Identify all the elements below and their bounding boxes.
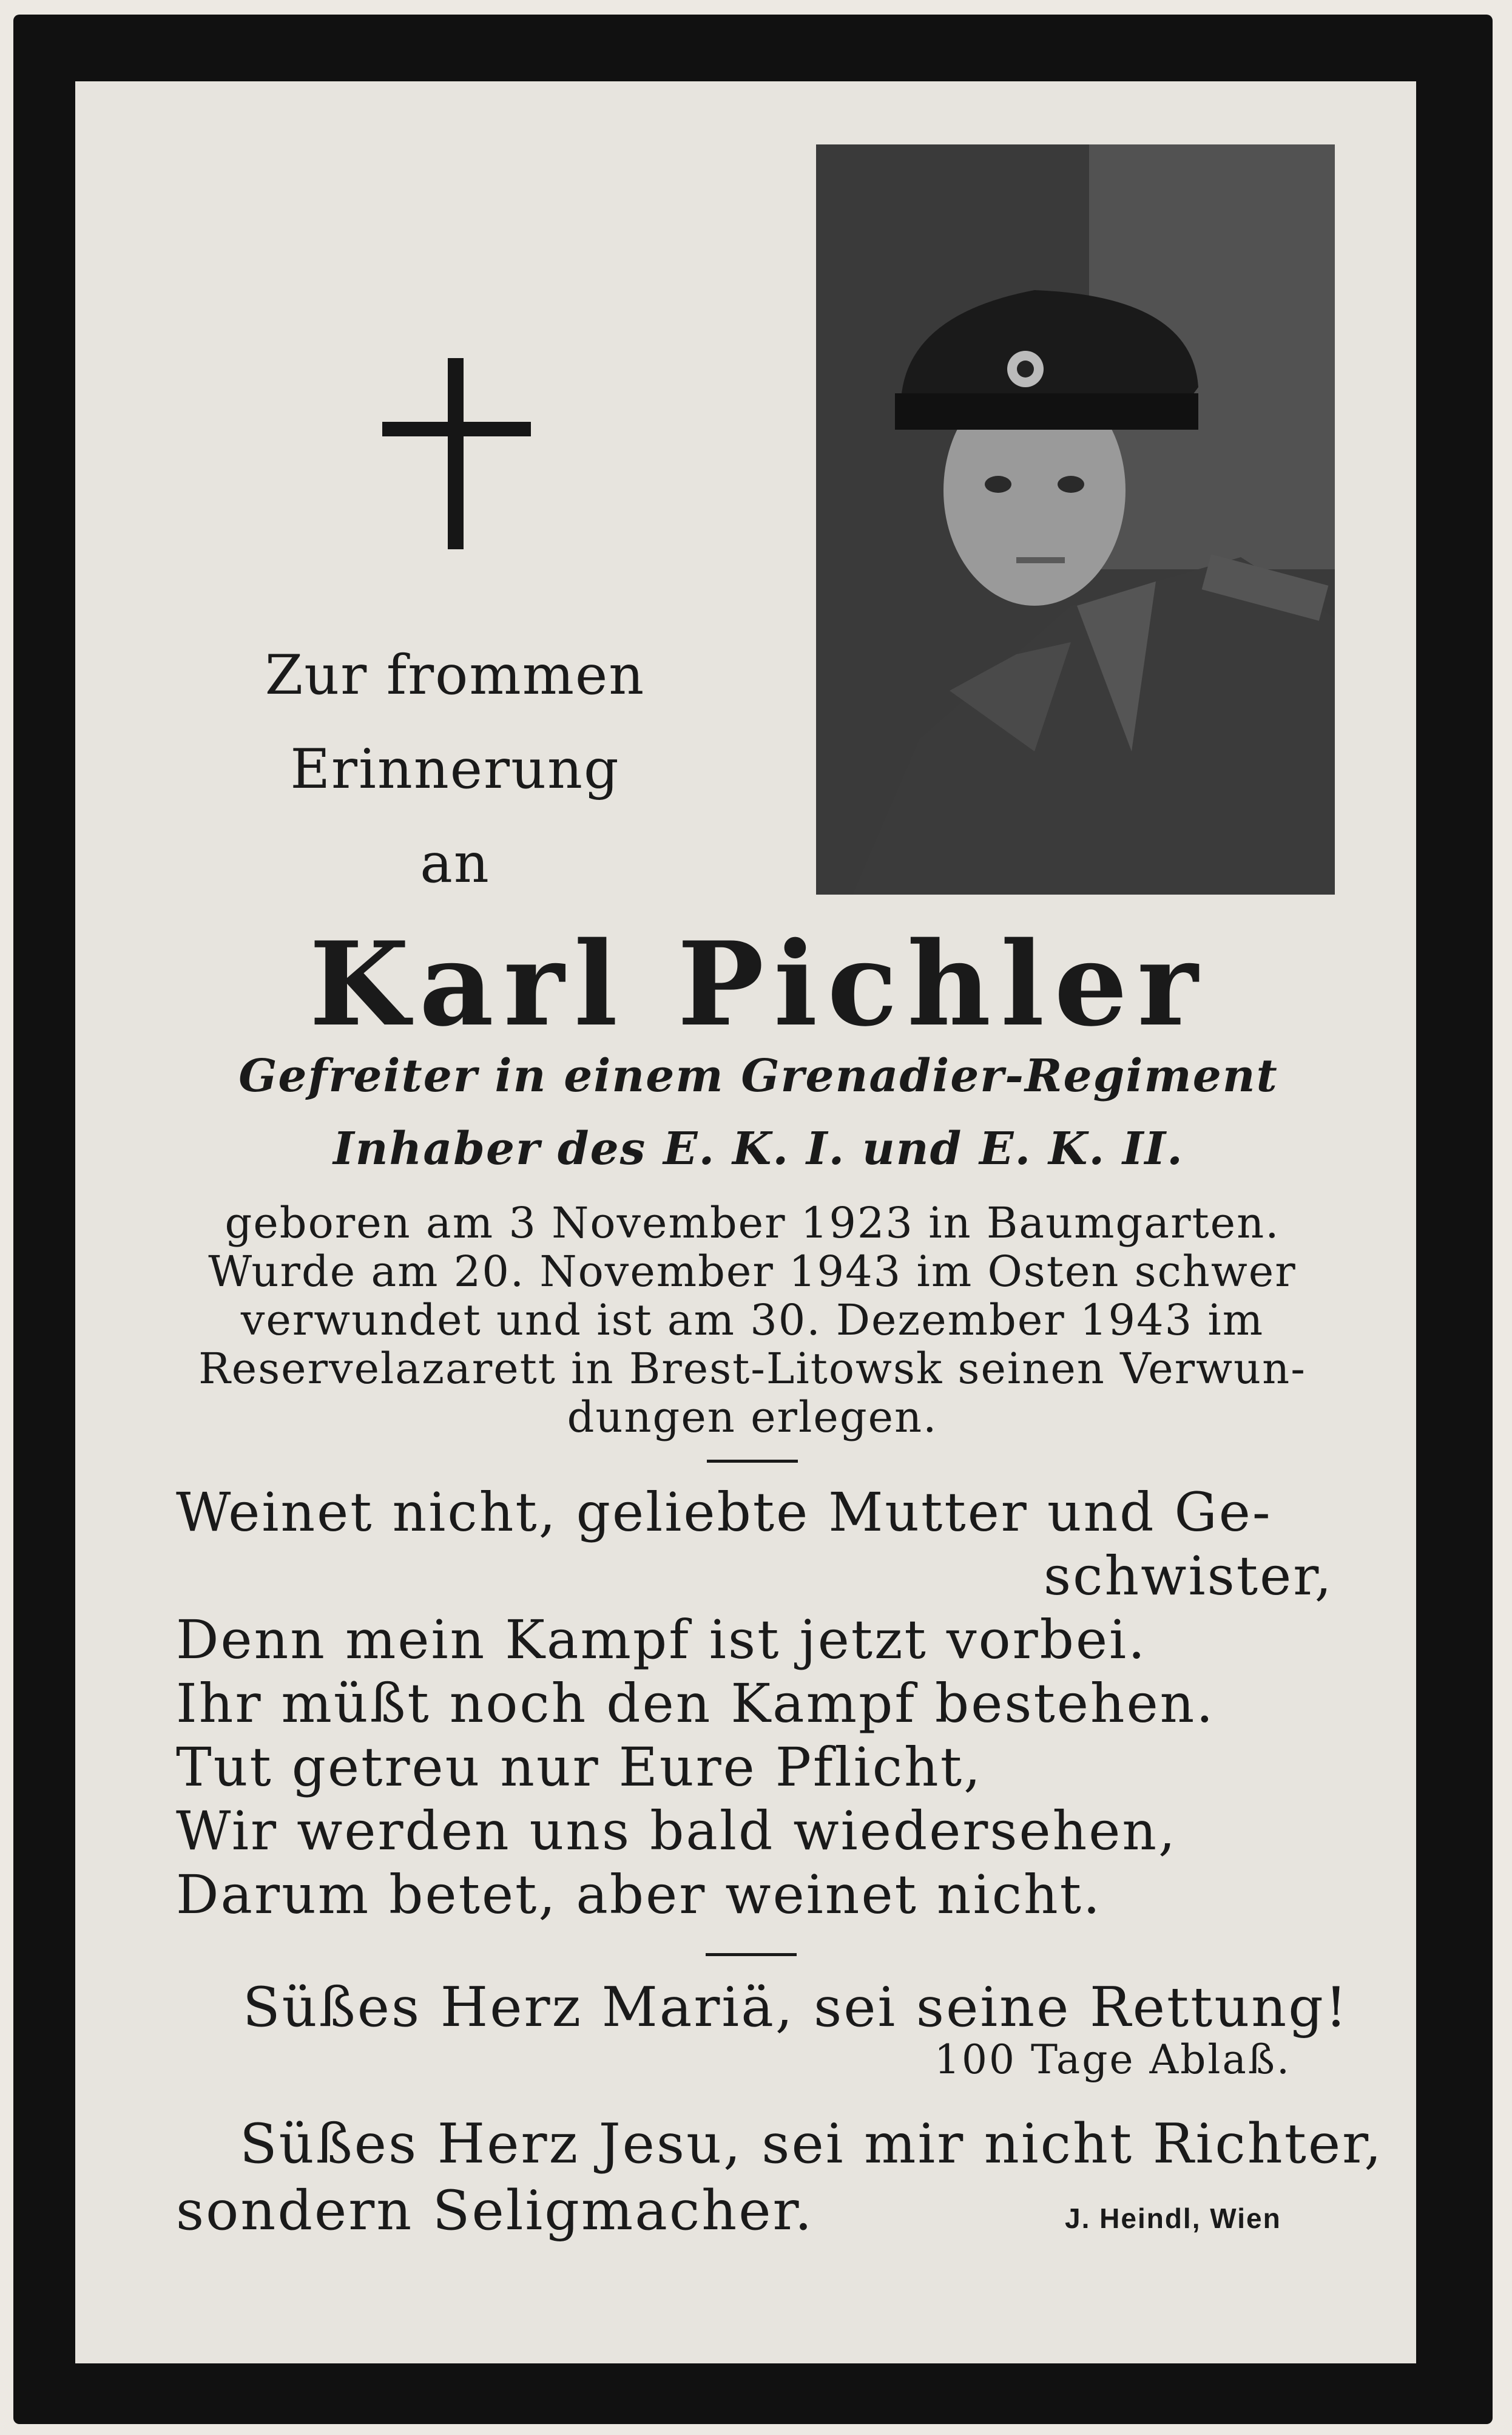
biography-line-1: geboren am 3 November 1923 in Baumgarten.	[224, 1198, 1280, 1248]
verse-line-1: Weinet nicht, geliebte Mutter und Ge-	[176, 1481, 1272, 1543]
biography-line-4: Reservelazarett in Brest-Litowsk seinen Verwun-	[198, 1344, 1306, 1394]
divider	[707, 1460, 798, 1463]
biography-line-5: dungen erlegen.	[567, 1392, 938, 1442]
divider	[706, 1953, 797, 1956]
verse-line-6: Wir werden uns bald wiedersehen,	[176, 1800, 1178, 1862]
deceased-name: Karl Pichler	[309, 916, 1208, 1052]
verse-line-2: schwister,	[1044, 1545, 1334, 1607]
verse-line-4: Ihr müßt noch den Kampf bestehen.	[176, 1672, 1215, 1735]
deceased-decorations: Inhaber des E. K. I. und E. K. II.	[333, 1123, 1184, 1175]
verse-line-7: Darum betet, aber weinet nicht.	[176, 1863, 1102, 1926]
prayer-heart-of-jesus-line-1: Süßes Herz Jesu, sei mir nicht Richter,	[240, 2112, 1383, 2176]
prayer-heart-of-jesus-line-2: sondern Seligmacher.	[176, 2179, 814, 2243]
verse-line-3: Denn mein Kampf ist jetzt vorbei.	[176, 1608, 1147, 1671]
prayer-heart-of-mary: Süßes Herz Mariä, sei seine Rettung!	[243, 1976, 1349, 2039]
indulgence-note: 100 Tage Ablaß.	[934, 2036, 1291, 2083]
printer-imprint: J. Heindl, Wien	[1065, 2203, 1281, 2234]
verse-line-5: Tut getreu nur Eure Pflicht,	[176, 1736, 983, 1798]
deceased-rank: Gefreiter in einem Grenadier-Regiment	[238, 1050, 1278, 1102]
intro-line-2: Erinnerung	[290, 737, 620, 801]
latin-cross-icon	[382, 358, 534, 552]
intro-line-3: an	[420, 831, 490, 895]
biography-line-2: Wurde am 20. November 1943 im Osten schwer	[208, 1247, 1297, 1296]
soldier-portrait-photo	[816, 144, 1335, 895]
intro-line-1: Zur frommen	[265, 643, 646, 707]
biography-line-3: verwundet und ist am 30. Dezember 1943 im	[240, 1295, 1264, 1345]
